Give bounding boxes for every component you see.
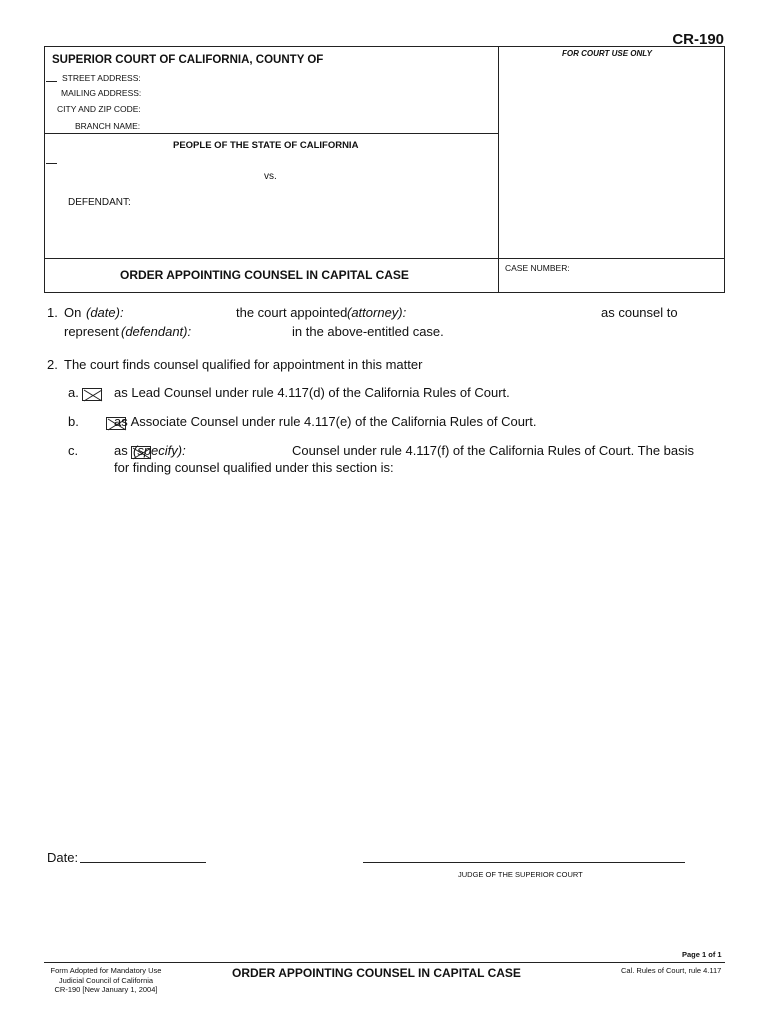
title-divider — [44, 258, 725, 259]
form-number: CR-190 — [672, 31, 724, 48]
option-c-specify-label: (specify): — [133, 443, 186, 458]
option-c-as: as — [114, 443, 128, 458]
judge-signature-line[interactable] — [363, 862, 685, 863]
date-label: Date: — [47, 850, 79, 865]
item1-date-label: (date): — [86, 305, 124, 320]
item2-number: 2. — [47, 357, 58, 372]
option-c-text: Counsel under rule 4.117(f) of the California Rules of Court. The basis — [292, 443, 695, 458]
item1-on: On — [64, 305, 82, 320]
option-a-text: as Lead Counsel under rule 4.117(d) of the California Rules of Court. — [114, 385, 510, 400]
option-c-text-line2: for finding counsel qualified under this section is: — [114, 460, 394, 475]
caption-box — [44, 46, 725, 293]
adopted-line-3: CR-190 [New January 1, 2004] — [54, 985, 158, 994]
item1-number: 1. — [47, 305, 58, 320]
item1-as-counsel-to: as counsel to — [601, 305, 678, 320]
rule-reference: Cal. Rules of Court, rule 4.117 — [621, 966, 722, 975]
case-number-label: CASE NUMBER: — [505, 263, 570, 273]
adopted-line-2: Judicial Council of California — [58, 975, 154, 985]
footer-title: ORDER APPOINTING COUNSEL IN CAPITAL CASE — [232, 966, 521, 980]
adoption-info — [44, 966, 168, 995]
plaintiff-name: PEOPLE OF THE STATE OF CALIFORNIA — [173, 140, 359, 151]
footer-divider — [44, 962, 725, 963]
option-a-letter: a. — [68, 385, 79, 400]
item1-defendant-label: (defendant): — [121, 324, 192, 339]
item1-above-entitled: in the above-entitled case. — [292, 324, 444, 339]
court-use-label: FOR COURT USE ONLY — [562, 49, 652, 58]
item1-attorney-label: (attorney): — [347, 305, 407, 320]
option-b-text: as Associate Counsel under rule 4.117(e) of the California Rules of Court. — [114, 414, 537, 429]
judge-label: JUDGE OF THE SUPERIOR COURT — [458, 870, 583, 879]
street-address-tick — [46, 81, 57, 82]
city-zip-label: CITY AND ZIP CODE: — [57, 104, 141, 114]
adopted-line-1: Form Adopted for Mandatory Use — [50, 966, 162, 975]
court-title: SUPERIOR COURT OF CALIFORNIA, COUNTY OF — [52, 54, 324, 66]
item1-court-appointed: the court appointed — [236, 305, 348, 320]
parties-tick — [46, 163, 57, 164]
option-b-letter: b. — [68, 414, 79, 429]
branch-name-label: BRANCH NAME: — [75, 121, 141, 131]
versus-label: vs. — [264, 171, 277, 182]
option-a-checkbox[interactable] — [82, 388, 102, 401]
item2-intro: The court finds counsel qualified for appointment in this matter — [64, 357, 423, 372]
street-address-label: STREET ADDRESS: — [62, 73, 141, 83]
court-use-divider — [498, 46, 499, 293]
check-mark-icon — [83, 389, 103, 402]
page-number: Page 1 of 1 — [682, 950, 722, 959]
document-title: ORDER APPOINTING COUNSEL IN CAPITAL CASE — [120, 268, 409, 282]
item1-represent: represent — [64, 324, 119, 339]
option-c-letter: c. — [68, 443, 79, 458]
date-line[interactable] — [80, 862, 206, 863]
court-address-divider — [44, 133, 499, 134]
mailing-address-label: MAILING ADDRESS: — [61, 88, 142, 98]
defendant-label: DEFENDANT: — [68, 197, 131, 208]
